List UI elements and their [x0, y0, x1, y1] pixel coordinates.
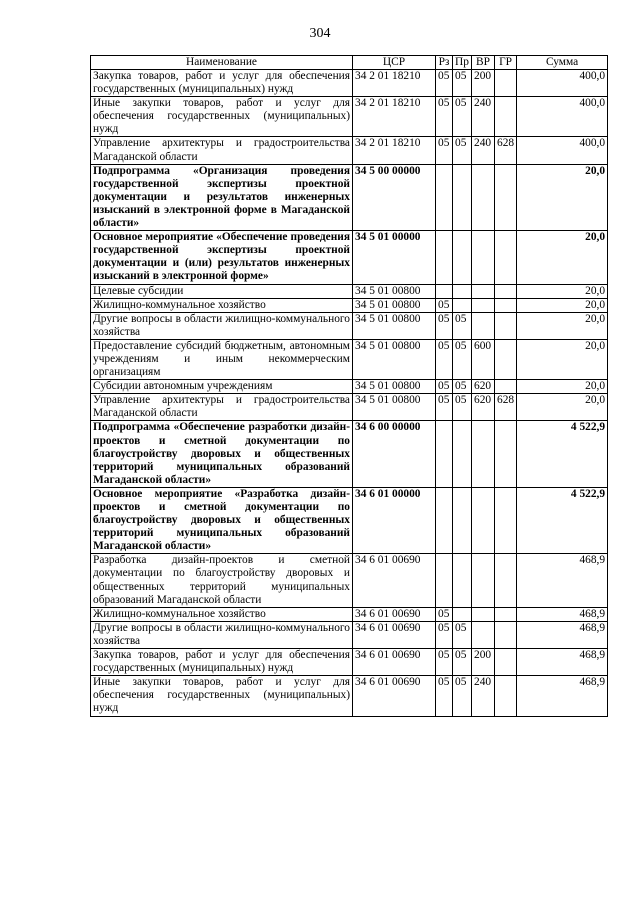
cell-name: Управление архитектуры и градостроительства Магаданской области — [91, 394, 353, 421]
cell-sum: 20,0 — [517, 298, 608, 312]
cell-vr — [472, 298, 495, 312]
cell-sum: 20,0 — [517, 164, 608, 230]
cell-sum: 468,9 — [517, 554, 608, 607]
cell-pr — [453, 164, 472, 230]
table-header-row — [91, 56, 608, 70]
cell-csr: 34 6 01 00690 — [353, 649, 436, 676]
cell-rz: 05 — [436, 621, 453, 648]
cell-sum: 400,0 — [517, 70, 608, 97]
cell-gr — [495, 298, 517, 312]
table-row — [91, 421, 608, 487]
table-row — [91, 164, 608, 230]
cell-rz: 05 — [436, 298, 453, 312]
cell-csr: 34 5 01 00800 — [353, 312, 436, 339]
table-row — [91, 298, 608, 312]
header-rz: Рз — [436, 56, 453, 70]
cell-vr: 600 — [472, 339, 495, 379]
cell-name: Целевые субсидии — [91, 284, 353, 298]
cell-vr — [472, 312, 495, 339]
cell-sum: 468,9 — [517, 676, 608, 716]
table-row — [91, 487, 608, 553]
cell-sum: 20,0 — [517, 394, 608, 421]
cell-sum: 400,0 — [517, 97, 608, 137]
cell-csr: 34 6 01 00690 — [353, 676, 436, 716]
cell-name: Другие вопросы в области жилищно-коммунального хозяйства — [91, 312, 353, 339]
cell-vr: 620 — [472, 380, 495, 394]
cell-sum: 20,0 — [517, 380, 608, 394]
table-row — [91, 312, 608, 339]
cell-pr: 05 — [453, 97, 472, 137]
cell-gr — [495, 312, 517, 339]
cell-name: Субсидии автономным учреждениям — [91, 380, 353, 394]
table-row — [91, 621, 608, 648]
cell-rz: 05 — [436, 394, 453, 421]
cell-csr: 34 2 01 18210 — [353, 97, 436, 137]
cell-name: Разработка дизайн-проектов и сметной документации по благоустройству дворовых и общественных территорий муниципальных образований Магаданской области — [91, 554, 353, 607]
cell-csr: 34 5 01 00000 — [353, 231, 436, 284]
cell-csr: 34 2 01 18210 — [353, 70, 436, 97]
cell-rz: 05 — [436, 70, 453, 97]
table-row — [91, 649, 608, 676]
cell-csr: 34 5 01 00800 — [353, 394, 436, 421]
cell-sum: 20,0 — [517, 312, 608, 339]
cell-name: Подпрограмма «Обеспечение разработки дизайн-проектов и сметной документации по благоустройству дворовых и общественных территорий муниципальных образований Магаданской области» — [91, 421, 353, 487]
cell-sum: 468,9 — [517, 607, 608, 621]
cell-name: Жилищно-коммунальное хозяйство — [91, 298, 353, 312]
cell-rz — [436, 164, 453, 230]
cell-gr: 628 — [495, 137, 517, 164]
cell-csr: 34 6 01 00690 — [353, 607, 436, 621]
table-row — [91, 70, 608, 97]
cell-pr: 05 — [453, 649, 472, 676]
cell-vr — [472, 164, 495, 230]
header-vr: ВР — [472, 56, 495, 70]
cell-pr: 05 — [453, 339, 472, 379]
cell-csr: 34 5 01 00800 — [353, 339, 436, 379]
cell-vr: 240 — [472, 676, 495, 716]
cell-name: Основное мероприятие «Разработка дизайн-проектов и сметной документации по благоустройству дворовых и общественных территорий муниципальных образований Магаданской области» — [91, 487, 353, 553]
cell-vr: 240 — [472, 137, 495, 164]
cell-csr: 34 2 01 18210 — [353, 137, 436, 164]
cell-gr — [495, 70, 517, 97]
cell-pr — [453, 231, 472, 284]
page-number: 304 — [309, 26, 331, 41]
cell-rz: 05 — [436, 607, 453, 621]
header-sum: Сумма — [517, 56, 608, 70]
cell-gr — [495, 621, 517, 648]
cell-vr — [472, 231, 495, 284]
cell-sum: 4 522,9 — [517, 487, 608, 553]
cell-name: Иные закупки товаров, работ и услуг для обеспечения государственных (муниципальных) нужд — [91, 97, 353, 137]
cell-pr: 05 — [453, 676, 472, 716]
cell-name: Закупка товаров, работ и услуг для обеспечения государственных (муниципальных) нужд — [91, 649, 353, 676]
cell-vr — [472, 284, 495, 298]
cell-sum: 20,0 — [517, 339, 608, 379]
cell-pr: 05 — [453, 621, 472, 648]
cell-rz: 05 — [436, 97, 453, 137]
cell-rz: 05 — [436, 676, 453, 716]
cell-rz — [436, 487, 453, 553]
cell-vr — [472, 487, 495, 553]
cell-name: Основное мероприятие «Обеспечение проведения государственной экспертизы проектной документации и (или) результатов инженерных изысканий в электронной форме» — [91, 231, 353, 284]
cell-gr — [495, 339, 517, 379]
cell-csr: 34 6 01 00690 — [353, 621, 436, 648]
cell-rz — [436, 284, 453, 298]
cell-gr — [495, 607, 517, 621]
cell-rz — [436, 554, 453, 607]
cell-gr — [495, 97, 517, 137]
cell-gr — [495, 649, 517, 676]
cell-gr — [495, 380, 517, 394]
cell-vr — [472, 421, 495, 487]
cell-sum: 468,9 — [517, 649, 608, 676]
cell-pr — [453, 421, 472, 487]
cell-rz: 05 — [436, 339, 453, 379]
table-row — [91, 676, 608, 716]
cell-name: Подпрограмма «Организация проведения государственной экспертизы проектной документации и результатов инженерных изысканий в электронной форме в Магаданской области» — [91, 164, 353, 230]
cell-sum: 400,0 — [517, 137, 608, 164]
cell-rz: 05 — [436, 312, 453, 339]
cell-name: Управление архитектуры и градостроительства Магаданской области — [91, 137, 353, 164]
cell-pr — [453, 284, 472, 298]
cell-pr — [453, 298, 472, 312]
cell-vr: 620 — [472, 394, 495, 421]
cell-vr: 240 — [472, 97, 495, 137]
cell-gr — [495, 554, 517, 607]
cell-rz — [436, 231, 453, 284]
cell-pr — [453, 554, 472, 607]
cell-gr — [495, 284, 517, 298]
cell-pr: 05 — [453, 394, 472, 421]
cell-vr: 200 — [472, 70, 495, 97]
cell-csr: 34 5 01 00800 — [353, 380, 436, 394]
cell-csr: 34 6 00 00000 — [353, 421, 436, 487]
cell-gr: 628 — [495, 394, 517, 421]
cell-vr — [472, 621, 495, 648]
header-name: Наименование — [91, 56, 353, 70]
table-row — [91, 394, 608, 421]
cell-csr: 34 5 01 00800 — [353, 298, 436, 312]
cell-vr — [472, 554, 495, 607]
cell-gr — [495, 231, 517, 284]
cell-pr: 05 — [453, 70, 472, 97]
header-pr: Пр — [453, 56, 472, 70]
cell-csr: 34 5 01 00800 — [353, 284, 436, 298]
cell-pr: 05 — [453, 380, 472, 394]
cell-sum: 20,0 — [517, 231, 608, 284]
cell-pr — [453, 607, 472, 621]
cell-csr: 34 6 01 00690 — [353, 554, 436, 607]
cell-vr — [472, 607, 495, 621]
cell-sum: 468,9 — [517, 621, 608, 648]
cell-pr — [453, 487, 472, 553]
cell-pr: 05 — [453, 312, 472, 339]
table-row — [91, 380, 608, 394]
cell-gr — [495, 421, 517, 487]
cell-rz: 05 — [436, 649, 453, 676]
cell-name: Иные закупки товаров, работ и услуг для обеспечения государственных (муниципальных) нужд — [91, 676, 353, 716]
table-row — [91, 97, 608, 137]
budget-table — [90, 55, 608, 717]
cell-name: Другие вопросы в области жилищно-коммунального хозяйства — [91, 621, 353, 648]
table-row — [91, 284, 608, 298]
table-row — [91, 607, 608, 621]
cell-pr: 05 — [453, 137, 472, 164]
cell-name: Жилищно-коммунальное хозяйство — [91, 607, 353, 621]
cell-sum: 4 522,9 — [517, 421, 608, 487]
table-row — [91, 339, 608, 379]
cell-name: Предоставление субсидий бюджетным, автономным учреждениям и иным некоммерческим организациям — [91, 339, 353, 379]
cell-csr: 34 5 00 00000 — [353, 164, 436, 230]
cell-rz — [436, 421, 453, 487]
cell-name: Закупка товаров, работ и услуг для обеспечения государственных (муниципальных) нужд — [91, 70, 353, 97]
header-gr: ГР — [495, 56, 517, 70]
cell-csr: 34 6 01 00000 — [353, 487, 436, 553]
table-row — [91, 554, 608, 607]
cell-vr: 200 — [472, 649, 495, 676]
header-csr: ЦСР — [353, 56, 436, 70]
table-row — [91, 231, 608, 284]
cell-gr — [495, 487, 517, 553]
cell-rz: 05 — [436, 380, 453, 394]
cell-gr — [495, 164, 517, 230]
cell-gr — [495, 676, 517, 716]
table-row — [91, 137, 608, 164]
cell-rz: 05 — [436, 137, 453, 164]
cell-sum: 20,0 — [517, 284, 608, 298]
